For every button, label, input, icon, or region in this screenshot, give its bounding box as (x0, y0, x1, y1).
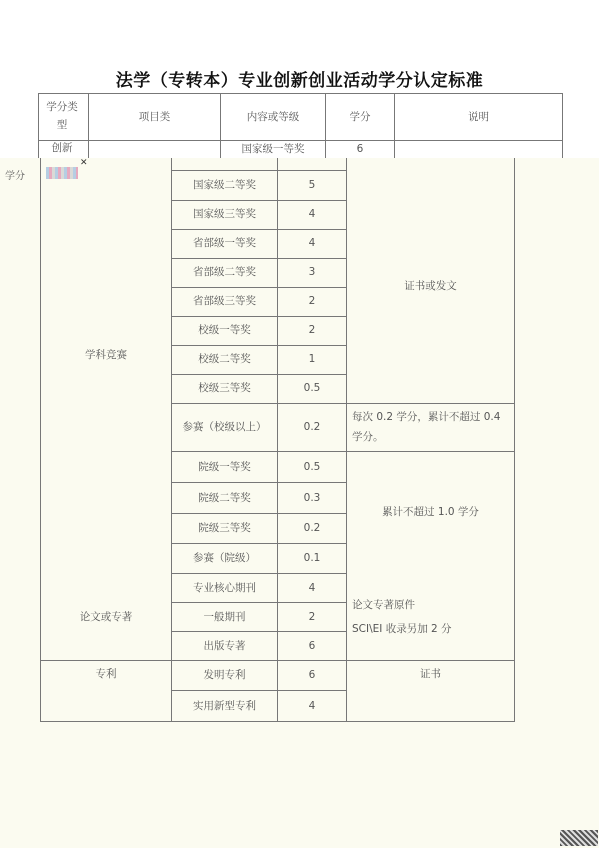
row-level: 校级二等奖 (198, 353, 251, 366)
row-level: 省部级二等奖 (193, 266, 256, 279)
row-level: 校级三等奖 (198, 382, 251, 395)
row-credit: 0.2 (303, 421, 321, 434)
row-credit: 0.3 (303, 491, 321, 504)
row-level: 国家级二等奖 (193, 179, 256, 192)
row-level: 校级一等奖 (198, 324, 251, 337)
note-certificate-or-doc: 证书或发文 (404, 280, 457, 293)
note-paper-line1: 论文专著原件 (352, 598, 415, 611)
note-paper-line2: SCI\EI 收录另加 2 分 (352, 622, 452, 635)
group-paper: 论文或专著 (79, 610, 133, 623)
close-icon: ✕ (80, 158, 88, 168)
row-level: 发明专利 (203, 669, 246, 682)
first-row-level: 国家级一等奖 (241, 143, 305, 156)
row-level: 实用新型专利 (193, 699, 256, 712)
row-credit: 0.2 (303, 522, 321, 535)
artifact-mark (46, 167, 78, 179)
row-credit: 4 (308, 581, 316, 594)
row-level: 一般期刊 (203, 610, 246, 623)
row-credit: 4 (308, 208, 316, 221)
row-level: 出版专著 (203, 639, 246, 652)
header-category: 学分类型 (46, 101, 78, 131)
page-title: 法学（专转本）专业创新创业活动学分认定标准 (115, 71, 484, 91)
header-credit: 学分 (349, 110, 371, 123)
row-level: 院级一等奖 (198, 460, 251, 473)
row-credit: 3 (308, 266, 316, 279)
row-level: 院级三等奖 (198, 522, 251, 535)
row-level: 专业核心期刊 (193, 581, 256, 594)
note-participation: 每次 0.2 学分，累计不超过 0.4 学分。 (352, 410, 501, 443)
table-border-bottom (40, 721, 515, 722)
row-credit: 4 (308, 699, 316, 712)
row-level: 省部级一等奖 (193, 237, 256, 250)
row-credit: 0.5 (303, 382, 321, 395)
header-project: 项目类 (138, 110, 171, 123)
row-level: 参赛（校级以上） (182, 421, 267, 434)
note-certificate: 证书 (420, 667, 441, 680)
row-level: 省部级三等奖 (193, 295, 256, 308)
header-note: 说明 (468, 110, 489, 123)
row-credit: 5 (308, 179, 316, 192)
row-level: 院级二等奖 (198, 491, 251, 504)
first-row-credit: 6 (356, 143, 364, 156)
corner-mark (560, 830, 598, 846)
row-level: 参赛（院级） (193, 552, 256, 565)
row-credit: 4 (308, 237, 316, 250)
group-patent: 专利 (95, 667, 117, 680)
header-level: 内容或等级 (246, 110, 300, 123)
side-fragment: 学分 (5, 171, 25, 182)
row-credit: 6 (308, 669, 316, 682)
category-innovation: 创新 (51, 142, 73, 154)
row-credit: 1 (308, 353, 316, 366)
main-border-left (40, 158, 41, 722)
row-credit: 2 (308, 324, 316, 337)
row-credit: 6 (308, 639, 316, 652)
row-credit: 2 (308, 295, 316, 308)
table-border-left (38, 93, 39, 158)
row-credit: 2 (308, 610, 316, 623)
group-competition: 学科竞赛 (85, 348, 127, 361)
row-credit: 0.5 (303, 460, 321, 473)
table-border-right (562, 93, 563, 158)
row-level: 国家级三等奖 (193, 208, 256, 221)
row-credit: 0.1 (303, 552, 321, 565)
main-border-right (514, 158, 515, 722)
note-cumulative: 累计不超过 1.0 学分 (382, 506, 479, 519)
